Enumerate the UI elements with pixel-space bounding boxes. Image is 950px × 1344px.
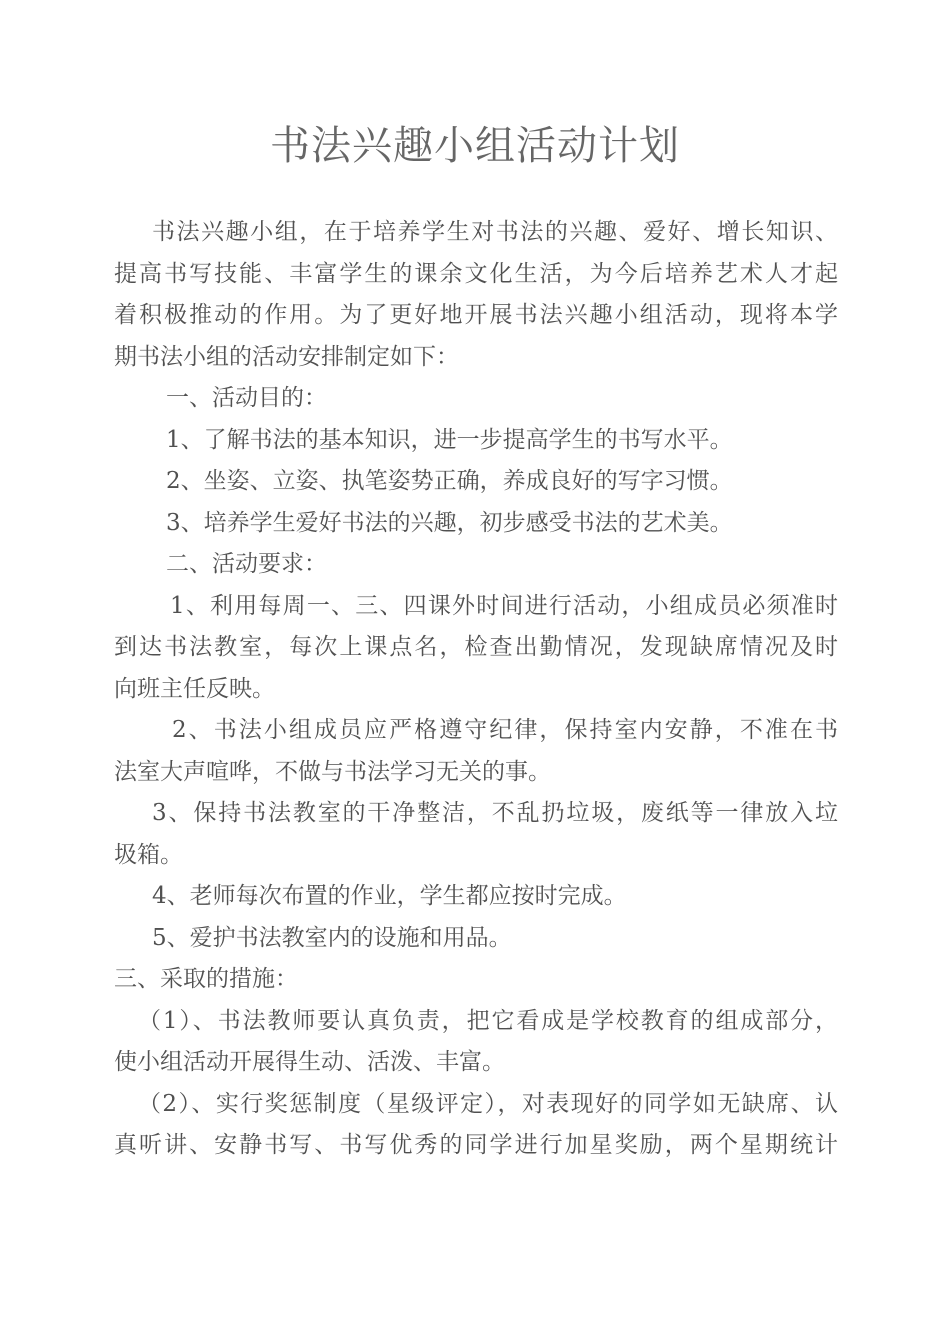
paragraph-line: 使小组活动开展得生动、活泼、丰富。	[114, 1049, 505, 1075]
list-item: 5、爱护书法教室内的设施和用品。	[152, 924, 512, 951]
section-heading: 三、采取的措施：	[114, 966, 298, 992]
list-item: （2）、实行奖惩制度（星级评定），对表现好的同学如无缺席、认	[138, 1090, 838, 1117]
list-item: 2、坐姿、立姿、执笔姿势正确，养成良好的写字习惯。	[166, 468, 733, 494]
paragraph-line: 书法兴趣小组，在于培养学生对书法的兴趣、爱好、增长知识、	[152, 219, 838, 245]
list-item: 4、老师每次布置的作业，学生都应按时完成。	[152, 883, 627, 909]
list-item: 3、保持书法教室的干净整洁，不乱扔垃圾，废纸等一律放入垃	[152, 800, 838, 826]
paragraph-line: 提高书写技能、丰富学生的课余文化生活，为今后培养艺术人才起	[114, 260, 838, 287]
list-item: 1、利用每周一、三、四课外时间进行活动，小组成员必须准时	[170, 592, 838, 619]
document-body	[114, 212, 838, 1167]
document-title: 书法兴趣小组活动计划	[270, 123, 680, 169]
paragraph-line: 着积极推动的作用。为了更好地开展书法兴趣小组活动，现将本学	[114, 302, 838, 328]
list-item: 3、培养学生爱好书法的兴趣，初步感受书法的艺术美。	[166, 509, 733, 536]
paragraph-line: 圾箱。	[114, 841, 183, 868]
list-item: （1）、书法教师要认真负责，把它看成是学校教育的组成部分，	[138, 1007, 838, 1034]
list-item: 1、了解书法的基本知识，进一步提高学生的书写水平。	[166, 426, 733, 453]
paragraph-line: 法室大声喧哗，不做与书法学习无关的事。	[114, 758, 551, 785]
paragraph-line: 真听讲、安静书写、书写优秀的同学进行加星奖励，两个星期统计	[114, 1132, 838, 1158]
paragraph-line: 向班主任反映。	[114, 675, 275, 702]
paragraph-line: 到达书法教室，每次上课点名，检查出勤情况，发现缺席情况及时	[114, 634, 838, 660]
list-item: 2、书法小组成员应严格遵守纪律，保持室内安静，不准在书	[172, 717, 838, 743]
section-heading: 二、活动要求：	[166, 551, 327, 577]
section-heading: 一、活动目的：	[166, 385, 327, 411]
paragraph-line: 期书法小组的活动安排制定如下：	[114, 343, 459, 370]
